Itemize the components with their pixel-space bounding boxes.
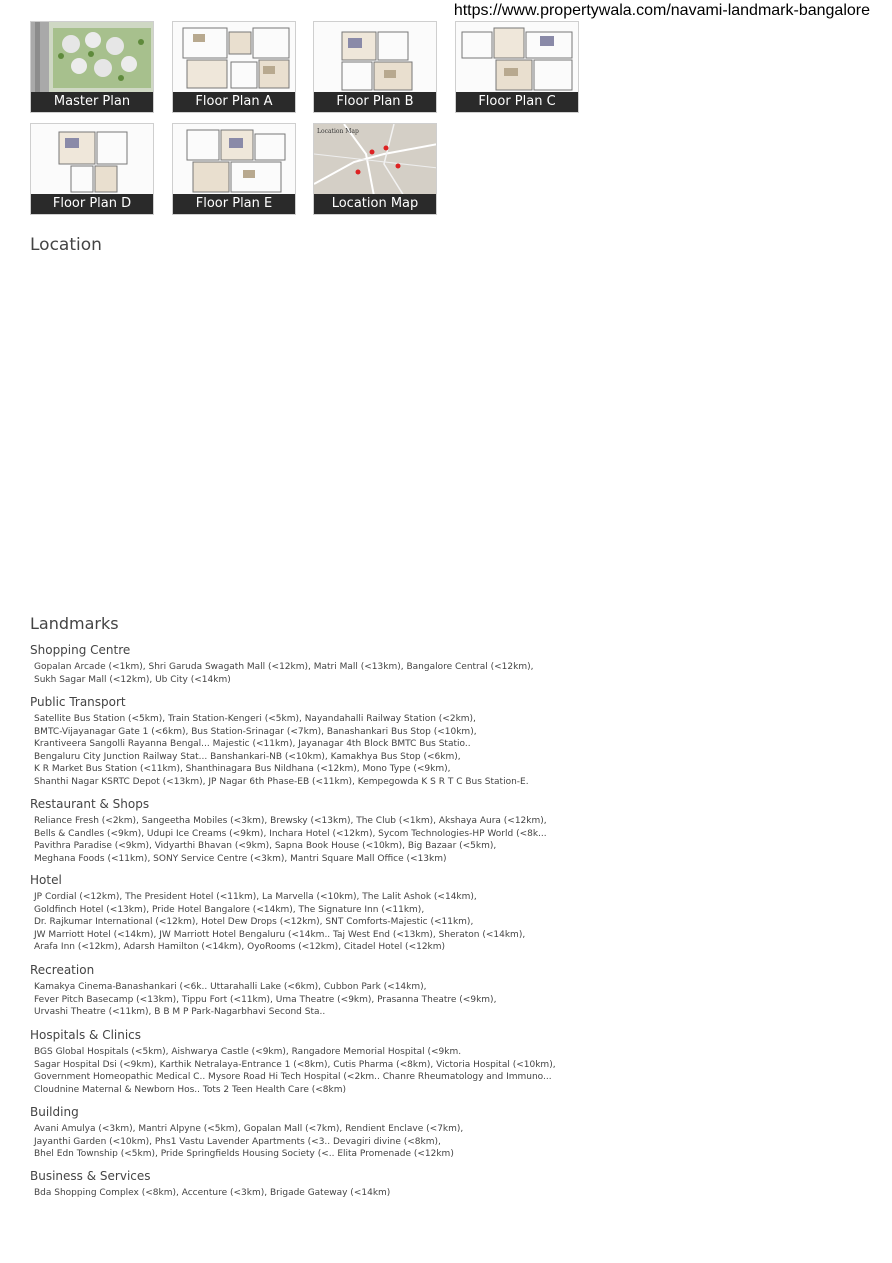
landmark-line: Arafa Inn (<12km), Adarsh Hamilton (<14km), OyoRooms (<12km), Citadel Hotel (<12km) — [34, 942, 446, 952]
landmark-category-building — [30, 1105, 870, 1161]
landmark-line: Avani Amulya (<3km), Mantri Alpyne (<5km), Gopalan Mall (<7km), Rendient Enclave (<7km), — [34, 1124, 464, 1134]
category-list — [34, 891, 870, 954]
landmark-category-recreation — [30, 963, 870, 1019]
landmark-line: Dr. Rajkumar International (<12km), Hotel Dew Drops (<12km), SNT Comforts-Majestic (<11km), — [34, 917, 474, 927]
landmark-category-hotel — [30, 873, 870, 954]
page-url[interactable]: https://www.propertywala.com/navami-landmark-bangalore — [453, 2, 870, 19]
category-title: Business & Services — [30, 1169, 151, 1183]
gallery-caption: Floor Plan C — [456, 92, 578, 112]
landmark-line: Jayanthi Garden (<10km), Phs1 Vastu Lavender Apartments (<3.. Devagiri divine (<8km), — [34, 1136, 441, 1147]
landmark-line: BMTC-Vijayanagar Gate 1 (<6km), Bus Station-Srinagar (<7km), Banashankari Bus Stop (<10km), — [34, 726, 477, 737]
landmark-line: Bda Shopping Complex (<8km), Accenture (<3km), Brigade Gateway (<14km) — [34, 1188, 391, 1198]
category-list — [34, 1123, 870, 1161]
category-title: Recreation — [30, 963, 95, 977]
gallery-thumb-master-plan[interactable] — [30, 21, 154, 113]
gallery-thumb-location-map[interactable] — [313, 123, 437, 215]
category-list — [34, 1187, 870, 1200]
landmark-category-public-transport — [30, 695, 870, 788]
category-title: Building — [30, 1105, 79, 1119]
landmark-line: Bhel Edn Township (<5km), Pride Springfields Housing Society (<.. Elita Promenade (<12km) — [34, 1149, 454, 1159]
gallery-thumb-floor-plan-c[interactable] — [455, 21, 579, 113]
floor-plan-image — [314, 22, 437, 94]
floor-plan-image — [31, 124, 154, 196]
landmark-line: JW Marriott Hotel (<14km), JW Marriott Hotel Bengaluru (<14km.. Taj West End (<13km), Sheraton (<14km), — [34, 929, 526, 940]
gallery-caption: Floor Plan A — [173, 92, 295, 112]
landmark-line: Meghana Foods (<11km), SONY Service Centre (<3km), Mantri Square Mall Office (<13km) — [34, 853, 447, 864]
floor-plan-image — [456, 22, 579, 94]
gallery-caption: Floor Plan B — [314, 92, 436, 112]
category-title: Public Transport — [30, 695, 126, 709]
landmark-category-hospitals-clinics — [30, 1028, 870, 1096]
category-list — [34, 661, 870, 686]
landmark-line: Gopalan Arcade (<1km), Shri Garuda Swagath Mall (<12km), Matri Mall (<13km), Bangalore Central (<12km), — [34, 662, 534, 672]
landmarks-heading: Landmarks — [30, 614, 119, 633]
gallery-caption: Location Map — [314, 194, 436, 214]
landmark-line: Krantiveera Sangolli Rayanna Bengal... Majestic (<11km), Jayanagar 4th Block BMTC Bus Statio.. — [34, 739, 471, 749]
floor-plan-image — [173, 124, 296, 196]
gallery-caption: Master Plan — [31, 92, 153, 112]
landmark-category-restaurant-shops — [30, 797, 870, 865]
location-map-image — [314, 124, 437, 196]
category-list — [34, 713, 870, 788]
landmark-line: Urvashi Theatre (<11km), B B M P Park-Nagarbhavi Second Sta.. — [34, 1007, 326, 1017]
landmark-line: Pavithra Paradise (<9km), Vidyarthi Bhavan (<9km), Sapna Book House (<10km), Big Bazaar (<5km), — [34, 841, 497, 851]
gallery-thumb-floor-plan-b[interactable] — [313, 21, 437, 113]
landmark-category-shopping-centre — [30, 643, 870, 686]
landmark-line: BGS Global Hospitals (<5km), Aishwarya Castle (<9km), Rangadore Memorial Hospital (<9km. — [34, 1047, 462, 1057]
master-plan-image — [31, 22, 154, 94]
landmark-category-business-services — [30, 1169, 870, 1200]
location-heading: Location — [30, 235, 102, 255]
landmark-line: Fever Pitch Basecamp (<13km), Tippu Fort (<11km), Uma Theatre (<9km), Prasanna Theatre (<9km), — [34, 994, 497, 1005]
landmark-line: Bengaluru City Junction Railway Stat... Banshankari-NB (<10km), Kamakhya Bus Stop (<6km), — [34, 751, 461, 762]
gallery-thumb-floor-plan-e[interactable] — [172, 123, 296, 215]
landmark-line: JP Cordial (<12km), The President Hotel (<11km), La Marvella (<10km), The Lalit Ashok (<14km), — [34, 892, 477, 902]
gallery-caption: Floor Plan D — [31, 194, 153, 214]
landmark-line: Cloudnine Maternal & Newborn Hos.. Tots 2 Teen Health Care (<8km) — [34, 1084, 346, 1095]
floor-plan-image — [173, 22, 296, 94]
map-title: Location Map — [317, 128, 359, 135]
landmark-line: Satellite Bus Station (<5km), Train Station-Kengeri (<5km), Nayandahalli Railway Station (<2km), — [34, 714, 476, 724]
landmark-line: Goldfinch Hotel (<13km), Pride Hotel Bangalore (<14km), The Signature Inn (<11km), — [34, 904, 425, 915]
category-list — [34, 981, 870, 1019]
location-map-area[interactable] — [30, 262, 860, 602]
gallery-thumb-floor-plan-a[interactable] — [172, 21, 296, 113]
landmark-line: K R Market Bus Station (<11km), Shanthinagara Bus Nildhana (<12km), Mono Type (<9km), — [34, 764, 451, 774]
landmark-line: Government Homeopathic Medical C.. Mysore Road Hi Tech Hospital (<2km.. Chanre Rheumatology and Immuno... — [34, 1072, 552, 1082]
category-title: Hotel — [30, 873, 62, 887]
category-list — [34, 815, 870, 865]
landmark-line: Bells & Candles (<9km), Udupi Ice Creams (<9km), Inchara Hotel (<12km), Sycom Technologies-HP World (<8k... — [34, 828, 547, 839]
landmark-line: Kamakya Cinema-Banashankari (<6k.. Uttarahalli Lake (<6km), Cubbon Park (<14km), — [34, 982, 427, 992]
category-title: Hospitals & Clinics — [30, 1028, 142, 1042]
landmark-line: Reliance Fresh (<2km), Sangeetha Mobiles (<3km), Brewsky (<13km), The Club (<1km), Akshaya Aura (<12km), — [34, 816, 547, 826]
landmark-line: Sagar Hospital Dsi (<9km), Karthik Netralaya-Entrance 1 (<8km), Cutis Pharma (<8km), Victoria Hospital (<10km), — [34, 1059, 556, 1070]
category-list — [34, 1046, 870, 1096]
landmark-line: Shanthi Nagar KSRTC Depot (<13km), JP Nagar 6th Phase-EB (<11km), Kempegowda K S R T C Bus Station-E. — [34, 776, 529, 787]
gallery-caption: Floor Plan E — [173, 194, 295, 214]
category-title: Restaurant & Shops — [30, 797, 150, 811]
category-title: Shopping Centre — [30, 643, 131, 657]
landmark-line: Sukh Sagar Mall (<12km), Ub City (<14km) — [34, 674, 231, 685]
gallery-thumb-floor-plan-d[interactable] — [30, 123, 154, 215]
